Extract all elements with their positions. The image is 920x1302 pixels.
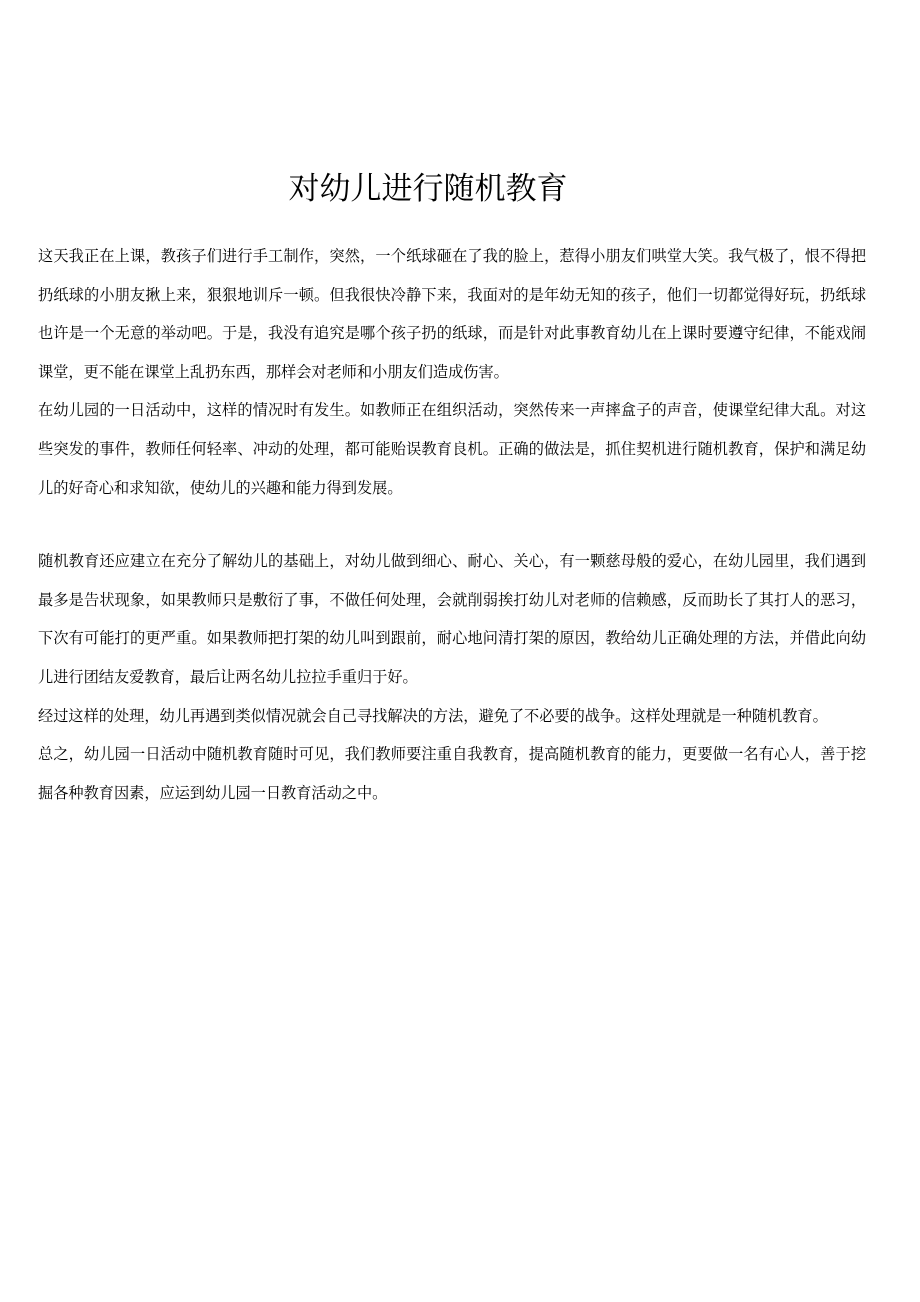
paragraph-4: 经过这样的处理，幼儿再遇到类似情况就会自己寻找解决的方法，避免了不必要的战争。这样处理就是一种随机教育。	[38, 706, 828, 725]
paragraph-3: 随机教育还应建立在充分了解幼儿的基础上，对幼儿做到细心、耐心、关心，有一颗慈母般的爱心，在幼儿园里，我们遇到最多是告状现象，如果教师只是敷衍了事，不做任何处理，会就削弱挨打幼儿对老师的信赖感，反而助长了其打人的恶习，下次有可能打的更严重。如果教师把打架的幼儿叫到跟前，耐心地问清打架的原因，教给幼儿正确处理的方法，并借此向幼儿进行团结友爱教育，最后让两名幼儿拉拉手重归于好。	[38, 552, 866, 686]
paragraph-5: 总之，幼儿园一日活动中随机教育随时可见，我们教师要注重自我教育，提高随机教育的能力，更要做一名有心人，善于挖掘各种教育因素，应运到幼儿园一日教育活动之中。	[38, 745, 866, 802]
document-body	[38, 237, 866, 812]
paragraph-spacer	[38, 507, 866, 542]
paragraph-1: 这天我正在上课，教孩子们进行手工制作，突然，一个纸球砸在了我的脸上，惹得小朋友们哄堂大笑。我气极了，恨不得把扔纸球的小朋友揪上来，狠狠地训斥一顿。但我很快冷静下来，我面对的是年幼无知的孩子，他们一切都觉得好玩，扔纸球也许是一个无意的举动吧。于是，我没有追究是哪个孩子扔的纸球，而是针对此事教育幼儿在上课时要遵守纪律，不能戏闹课堂，更不能在课堂上乱扔东西，那样会对老师和小朋友们造成伤害。	[38, 247, 866, 381]
paragraph-2: 在幼儿园的一日活动中，这样的情况时有发生。如教师正在组织活动，突然传来一声摔盒子的声音，使课堂纪律大乱。对这些突发的事件，教师任何轻率、冲动的处理，都可能贻误教育良机。正确的做法是，抓住契机进行随机教育，保护和满足幼儿的好奇心和求知欲，使幼儿的兴趣和能力得到发展。	[38, 401, 866, 497]
document-title: 对幼儿进行随机教育	[288, 171, 568, 207]
